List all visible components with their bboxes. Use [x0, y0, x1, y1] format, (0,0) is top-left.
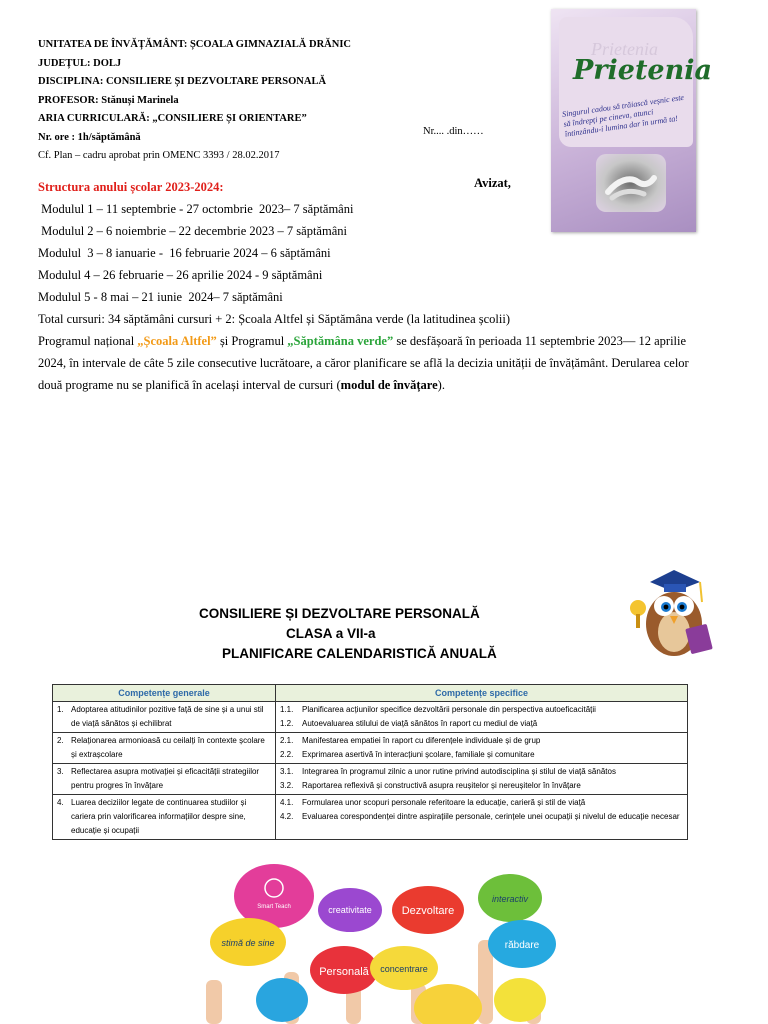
module-1: Modulul 1 – 11 septembrie - 27 octombrie 2023– 7 săptămâni [38, 202, 354, 216]
table-row [53, 795, 688, 840]
bubble-dezvoltare [392, 886, 464, 934]
svg-text:Personală: Personală [319, 966, 369, 978]
program-mid: și Programul [216, 334, 288, 348]
general-competence-3: 3. Reflectarea asupra motivației și eficacității strategiilor pentru progres în învățare [53, 764, 276, 795]
svg-text:creativitate: creativitate [328, 905, 372, 915]
specific-competences-3: 3.1. Integrarea în programul zilnic a unor rutine privind autodisciplina și stilul de viață sănătos 3.2. Raportarea reflexivă și constructivă asupra reușitelor și nereușitelor în învățare [276, 764, 688, 795]
general-competence-4: 4. Luarea deciziilor legate de continuarea studiilor și cariera prin valorificarea informațiilor despre sine, educație și ocupații [53, 795, 276, 840]
general-competence-2: 2. Relaționarea armonioasă cu ceilalți în contexte școlare și extrașcolare [53, 733, 276, 764]
bell-icon [630, 600, 646, 616]
county: JUDEȚUL: DOLJ [38, 57, 122, 69]
program-bold: modul de învățare [340, 378, 438, 392]
total-courses: Total cursuri: 34 săptămâni cursuri + 2: Școala Altfel și Săptămâna verde (la latitudinea școlii) [38, 312, 511, 326]
cover-ghost-title: Prietenia [591, 39, 658, 59]
cover-quote: Singurul cadou să trăiască veșnic este să îndrepți pe cineva, atunci întinzându-i lumina dar în urmă ta! [561, 92, 685, 139]
general-competence-1: 1. Adoptarea atitudinilor pozitive față de sine și a unui stil de viață sănătos și echilibrat [53, 702, 276, 733]
bubble-personala [310, 946, 378, 994]
program-pre: Programul național [38, 334, 138, 348]
cover-title: Prietenia [573, 55, 712, 86]
hours-per-week: Nr. ore : 1h/săptămână [38, 131, 141, 143]
framework-plan: Cf. Plan – cadru aprobat prin OMENC 3393 / 28.02.2017 [38, 150, 280, 161]
programs-paragraph [38, 330, 710, 396]
specific-competences-1: 1.1. Planificarea acțiunilor specifice dezvoltării personale din perspectiva autoeficacității 1.2. Autoevaluarea stilului de viață sănătos în raport cu mediul de viață [276, 702, 688, 733]
module-5: Modulul 5 - 8 mai – 21 iunie 2024– 7 săptămâni [38, 290, 283, 304]
discipline: DISCIPLINA: CONSILIERE ȘI DEZVOLTARE PERSONALĂ [38, 76, 327, 87]
module-4: Modulul 4 – 26 februarie – 26 aprilie 2024 - 9 săptămâni [38, 268, 323, 282]
class-title: CLASA a VII-a [286, 626, 376, 641]
bubble-yellow-2 [494, 978, 546, 1022]
planning-title: PLANIFICARE CALENDARISTICĂ ANUALĂ [222, 646, 497, 661]
bubble-creativitate [318, 888, 382, 932]
bubble-concentrare [370, 946, 438, 990]
program-post: se desfășoară în perioada 11 septembrie 2023— 12 aprilie 2024, în intervale de câte 5 zile consecutive lucrătoare, a căror planificare se află la decizia unității de învățământ. Derularea celor două programe nu se planifică în același interval de cursuri ( [38, 334, 689, 392]
module-2: Modulul 2 – 6 noiembrie – 22 decembrie 2023 – 7 săptămâni [38, 224, 347, 238]
subject-title: CONSILIERE ȘI DEZVOLTARE PERSONALĂ [199, 606, 480, 621]
registration-number: Nr.... .din…… [423, 126, 484, 137]
school-year-structure [38, 176, 710, 396]
speech-bubbles-illustration [196, 860, 572, 1024]
svg-text:Smart Teach: Smart Teach [257, 904, 291, 910]
svg-text:concentrare: concentrare [380, 964, 428, 974]
table-header-row [53, 685, 688, 702]
owl-graduate-illustration [628, 568, 714, 660]
bubble-rabdare [488, 920, 556, 968]
specific-competences-2: 2.1. Manifestarea empatiei în raport cu diferențele individuale și de grup 2.2. Exprimarea asertivă în interacțiuni școlare, familiale și comunitare [276, 733, 688, 764]
header-general: Competențe generale [53, 685, 276, 702]
school-unit: UNITATEA DE ÎNVĂȚĂMÂNT: ȘCOALA GIMNAZIALĂ DRĂNIC [38, 39, 351, 50]
teacher: PROFESOR: Stănuși Marinela [38, 94, 179, 106]
svg-text:Dezvoltare: Dezvoltare [401, 905, 455, 917]
program-end: ). [437, 378, 445, 392]
approved-label: Avizat, [474, 176, 511, 190]
svg-text:răbdare: răbdare [504, 940, 540, 951]
table-row [53, 764, 688, 795]
specific-competences-4: 4.1. Formularea unor scopuri personale referitoare la educație, carieră și stil de viață 4.2. Evaluarea corespondenței dintre aspirațiile personale, cerințele unei ocupații și nivelul de educație necesar [276, 795, 688, 840]
program-saptamana-verde: „Săptămâna verde” [287, 334, 394, 348]
bubble-interactiv [478, 874, 542, 922]
svg-text:interactiv: interactiv [491, 894, 529, 904]
module-3: Modulul 3 – 8 ianuarie - 16 februarie 2024 – 6 săptămâni [38, 246, 331, 260]
structure-heading: Structura anului școlar 2023-2024: [38, 180, 224, 194]
competences-table [52, 684, 688, 840]
school-header [38, 36, 351, 166]
header-specific: Competențe specifice [276, 685, 688, 702]
program-scoala-altfel: „Școala Altfel” [137, 334, 217, 348]
table-row [53, 733, 688, 764]
bubble-blue [256, 978, 308, 1022]
table-row [53, 702, 688, 733]
curricular-area: ARIA CURRICULARĂ: „CONSILIERE ȘI ORIENTARE” [38, 113, 307, 124]
svg-text:stimă de sine: stimă de sine [221, 938, 275, 948]
bubble-stima [210, 918, 286, 966]
